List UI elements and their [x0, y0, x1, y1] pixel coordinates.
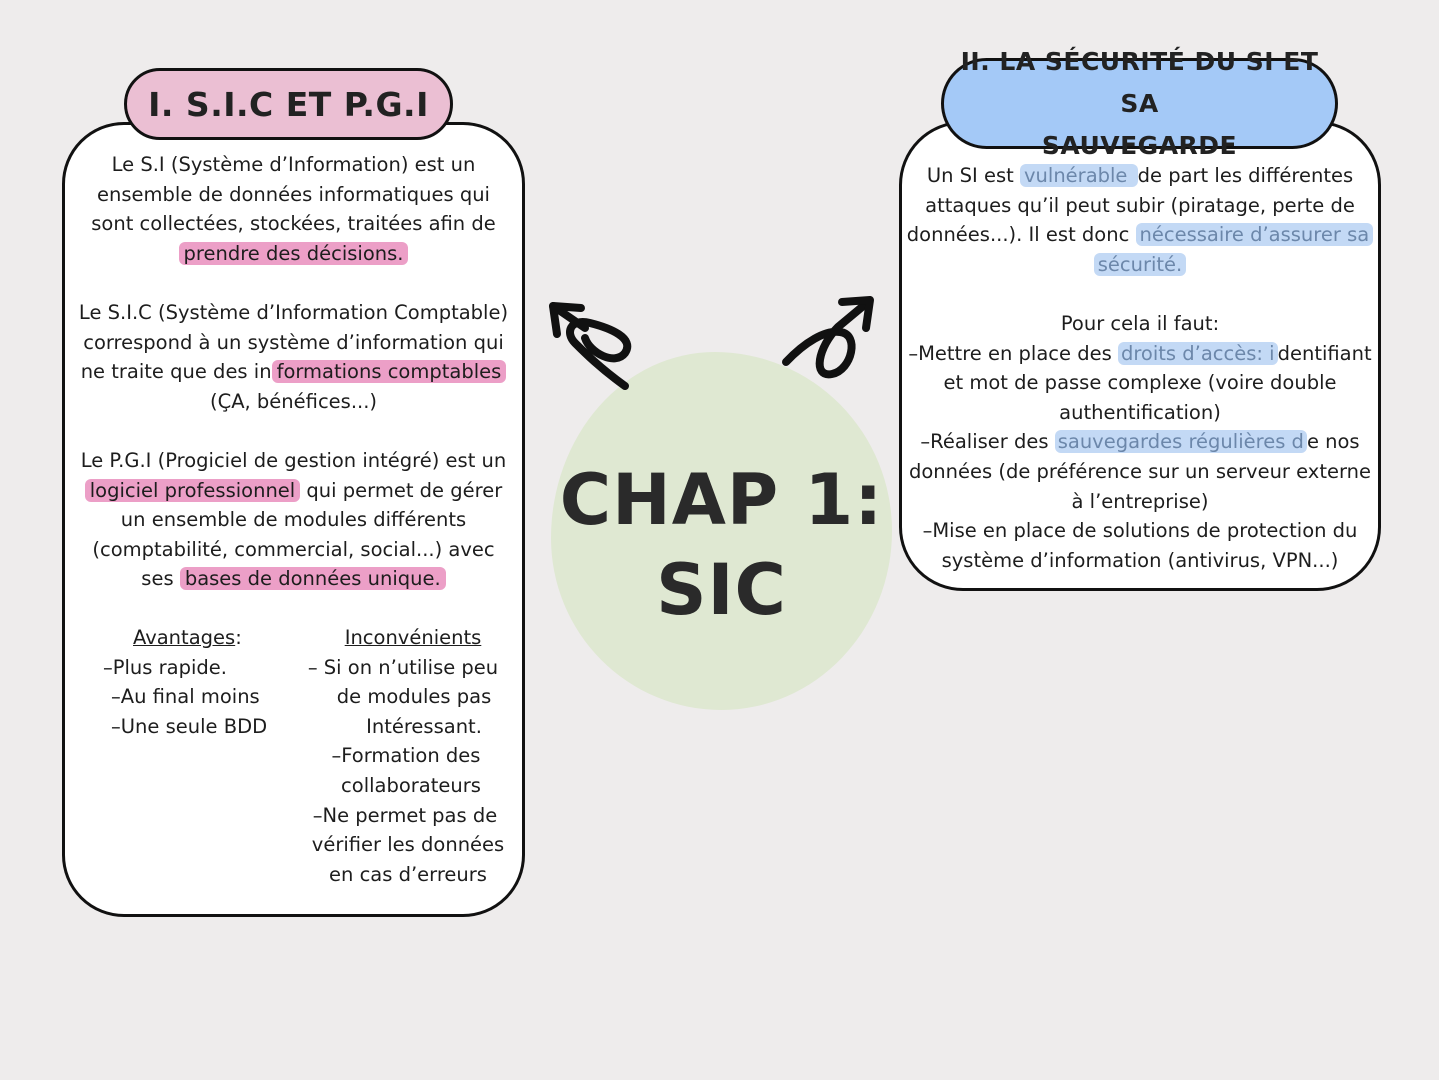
sec-line-1b: de part les différentes [1137, 164, 1354, 187]
avantages-list [103, 623, 267, 741]
inconvenient-item: –Formation des [331, 744, 481, 768]
inconvenients-list [298, 623, 508, 889]
sic-line-3a: ne traite que des in [80, 360, 272, 384]
inconvenient-item: Intéressant. [366, 714, 482, 738]
pgi-line-1: Le P.G.I (Progiciel de gestion intégré) est un [80, 449, 507, 472]
center-title-line2: SIC [656, 549, 787, 631]
pgi-paragraph [65, 446, 522, 594]
pgi-highlight-2: bases de données unique. [180, 567, 446, 590]
pgi-highlight-1: logiciel professionnel [85, 479, 300, 502]
avantages-colon: : [235, 626, 242, 649]
inconvenient-item: en cas d’erreurs [329, 862, 487, 886]
sec-line-1a: Un SI est [926, 164, 1020, 187]
inconvenient-item: vérifier les données [311, 833, 505, 857]
measure-line-1a: –Mettre en place des [908, 341, 1118, 365]
pgi-line-4: (comptabilité, commercial, social...) avec [92, 537, 495, 561]
avantage-item: –Plus rapide. [103, 655, 227, 679]
si-line-1: Le S.I (Système d’Information) est un [111, 153, 476, 176]
measure-line-6: à l’entreprise) [1071, 489, 1209, 513]
left-card [62, 122, 525, 917]
sec-line-3a: données...). Il est donc [906, 223, 1136, 247]
security-paragraph [902, 161, 1378, 279]
sec-highlight-1: vulnérable [1020, 164, 1138, 187]
left-section-title: I. S.I.C ET P.G.I [124, 68, 453, 140]
avantage-item: –Une seule BDD [111, 714, 268, 738]
right-title-line-2: SAUVEGARDE [1041, 130, 1238, 160]
sec-line-2: attaques qu’il peut subir (piratage, perte de [925, 193, 1355, 217]
sic-paragraph [65, 298, 522, 416]
measures-intro: Pour cela il faut: [1060, 312, 1220, 335]
measure-line-1b: dentifiant [1277, 341, 1372, 365]
pgi-line-5a: ses [141, 567, 180, 591]
inconvenient-item: de modules pas [336, 685, 492, 709]
pgi-line-2b: qui permet de gérer [300, 478, 503, 502]
measure-line-4b: e nos [1306, 430, 1360, 454]
pgi-line-3: un ensemble de modules différents [120, 508, 467, 532]
right-title-line-1: II. LA SÉCURITÉ DU SI ET SA [960, 46, 1319, 118]
inconvenients-title: Inconvénients [344, 626, 482, 649]
avantages-title: Avantages [133, 626, 236, 649]
si-paragraph [65, 150, 522, 268]
measure-line-5: données (de préférence sur un serveur externe [908, 459, 1372, 483]
sic-line-4: (ÇA, bénéfices...) [209, 389, 378, 413]
sec-highlight-2: nécessaire d’assurer sa [1136, 223, 1374, 246]
measures-paragraph [902, 309, 1378, 575]
inconvenient-item: collaborateurs [341, 773, 481, 797]
si-highlight: prendre des décisions. [179, 242, 409, 265]
arrow-right-icon [780, 292, 880, 382]
si-line-2: ensemble de données informatiques qui [97, 182, 490, 206]
measure-highlight-1: droits d’accès: i [1118, 342, 1278, 365]
measure-line-7: –Mise en place de solutions de protection du [922, 519, 1358, 543]
avantage-item: –Au final moins [111, 685, 260, 709]
measure-line-2: et mot de passe complexe (voire double [943, 371, 1337, 395]
si-line-3: sont collectées, stockées, traitées afin de [91, 212, 496, 236]
arrow-left-icon [545, 298, 640, 393]
sec-highlight-3: sécurité. [1094, 253, 1187, 276]
measure-line-8: système d’information (antivirus, VPN...) [941, 548, 1339, 572]
measure-line-3: authentification) [1059, 400, 1221, 424]
sic-line-2: correspond à un système d’information qui [83, 330, 504, 354]
right-card [899, 121, 1381, 591]
sic-line-1: Le S.I.C (Système d’Information Comptable) [78, 301, 509, 324]
center-title-line1: CHAP 1: [559, 459, 884, 541]
center-title [551, 455, 892, 635]
measure-highlight-2: sauvegardes régulières d [1055, 430, 1307, 453]
inconvenient-item: –Ne permet pas de [312, 803, 498, 827]
sic-highlight: formations comptables [272, 360, 507, 383]
right-section-title [941, 46, 1338, 160]
measure-line-4a: –Réaliser des [920, 430, 1055, 454]
inconvenient-item: – Si on n’utilise peu [307, 655, 499, 679]
